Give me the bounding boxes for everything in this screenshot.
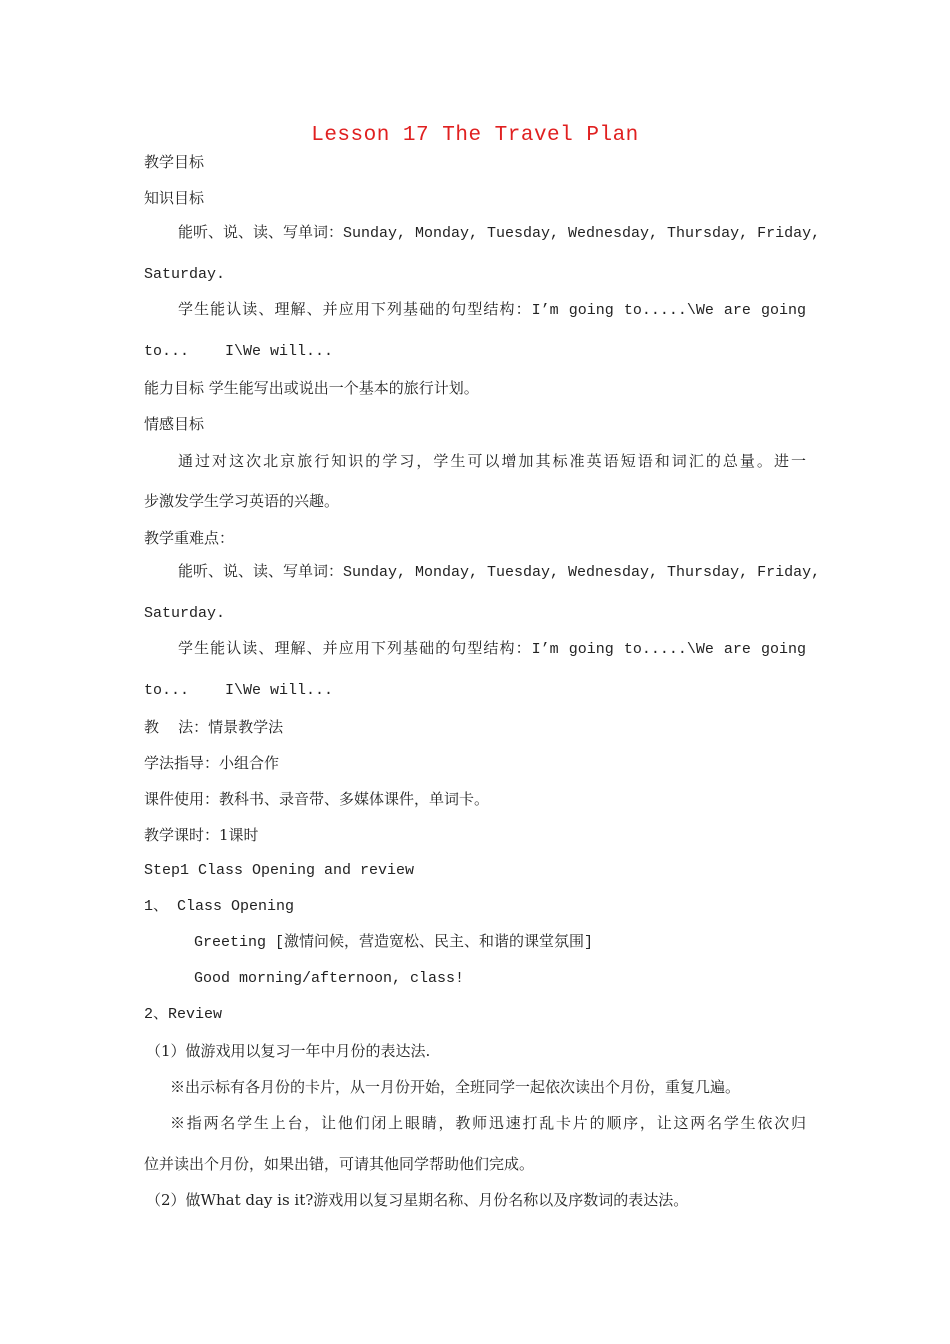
heading-knowledge-goals: 知识目标 bbox=[144, 189, 205, 207]
paragraph-line: to... I\We will... bbox=[144, 343, 334, 360]
heading-teaching-goals: 教学目标 bbox=[144, 153, 205, 171]
numbered-item: 2、Review bbox=[144, 1006, 223, 1023]
sub-item: （1）做游戏用以复习一年中月份的表达法. bbox=[146, 1042, 431, 1060]
paragraph-line: Saturday. bbox=[144, 266, 226, 283]
paragraph-line: to... I\We will... bbox=[144, 682, 334, 699]
heading-emotional-goals: 情感目标 bbox=[144, 415, 205, 433]
paragraph-line: 学生能认读、理解、并应用下列基础的句型结构：I’m going to.....\We are going bbox=[178, 641, 806, 658]
teaching-method-line: 教 法：情景教学法 bbox=[144, 718, 284, 736]
paragraph-line: 能听、说、读、写单词：Sunday, Monday, Tuesday, Wednesday, Thursday, Friday, bbox=[178, 564, 821, 581]
learning-method-line: 学法指导：小组合作 bbox=[144, 754, 280, 772]
materials-line: 课件使用：教科书、录音带、多媒体课件，单词卡。 bbox=[144, 790, 490, 808]
heading-key-points: 教学重难点： bbox=[144, 529, 235, 547]
paragraph-line: 能听、说、读、写单词：Sunday, Monday, Tuesday, Wednesday, Thursday, Friday, bbox=[178, 225, 821, 242]
bullet-line: ※出示标有各月份的卡片，从一月份开始，全班同学一起依次读出个月份，重复几遍。 bbox=[170, 1078, 741, 1096]
greeting-example: Good morning/afternoon, class! bbox=[194, 970, 465, 987]
class-hours-line: 教学课时：1课时 bbox=[144, 826, 259, 844]
paragraph-line: 通过对这次北京旅行知识的学习，学生可以增加其标准英语短语和词汇的总量。进一 bbox=[178, 452, 806, 470]
paragraph-line: 步激发学生学习英语的兴趣。 bbox=[144, 492, 340, 510]
paragraph-line: 学生能认读、理解、并应用下列基础的句型结构：I’m going to.....\We are going bbox=[178, 302, 806, 319]
step-heading: Step1 Class Opening and review bbox=[144, 862, 415, 879]
greeting-line: Greeting [激情问候，营造宽松、民主、和谐的课堂氛围] bbox=[194, 934, 594, 951]
ability-goals-line: 能力目标 学生能写出或说出一个基本的旅行计划。 bbox=[144, 379, 479, 397]
numbered-item: 1、 Class Opening bbox=[144, 898, 295, 915]
paragraph-line: Saturday. bbox=[144, 605, 226, 622]
document-title: Lesson 17 The Travel Plan bbox=[311, 124, 639, 147]
bullet-line: ※指两名学生上台，让他们闭上眼睛，教师迅速打乱卡片的顺序，让这两名学生依次归 bbox=[170, 1114, 806, 1132]
sub-item: （2）做What day is it?游戏用以复习星期名称、月份名称以及序数词的表达法。 bbox=[146, 1191, 689, 1209]
paragraph-line: 位并读出个月份，如果出错，可请其他同学帮助他们完成。 bbox=[144, 1155, 535, 1173]
